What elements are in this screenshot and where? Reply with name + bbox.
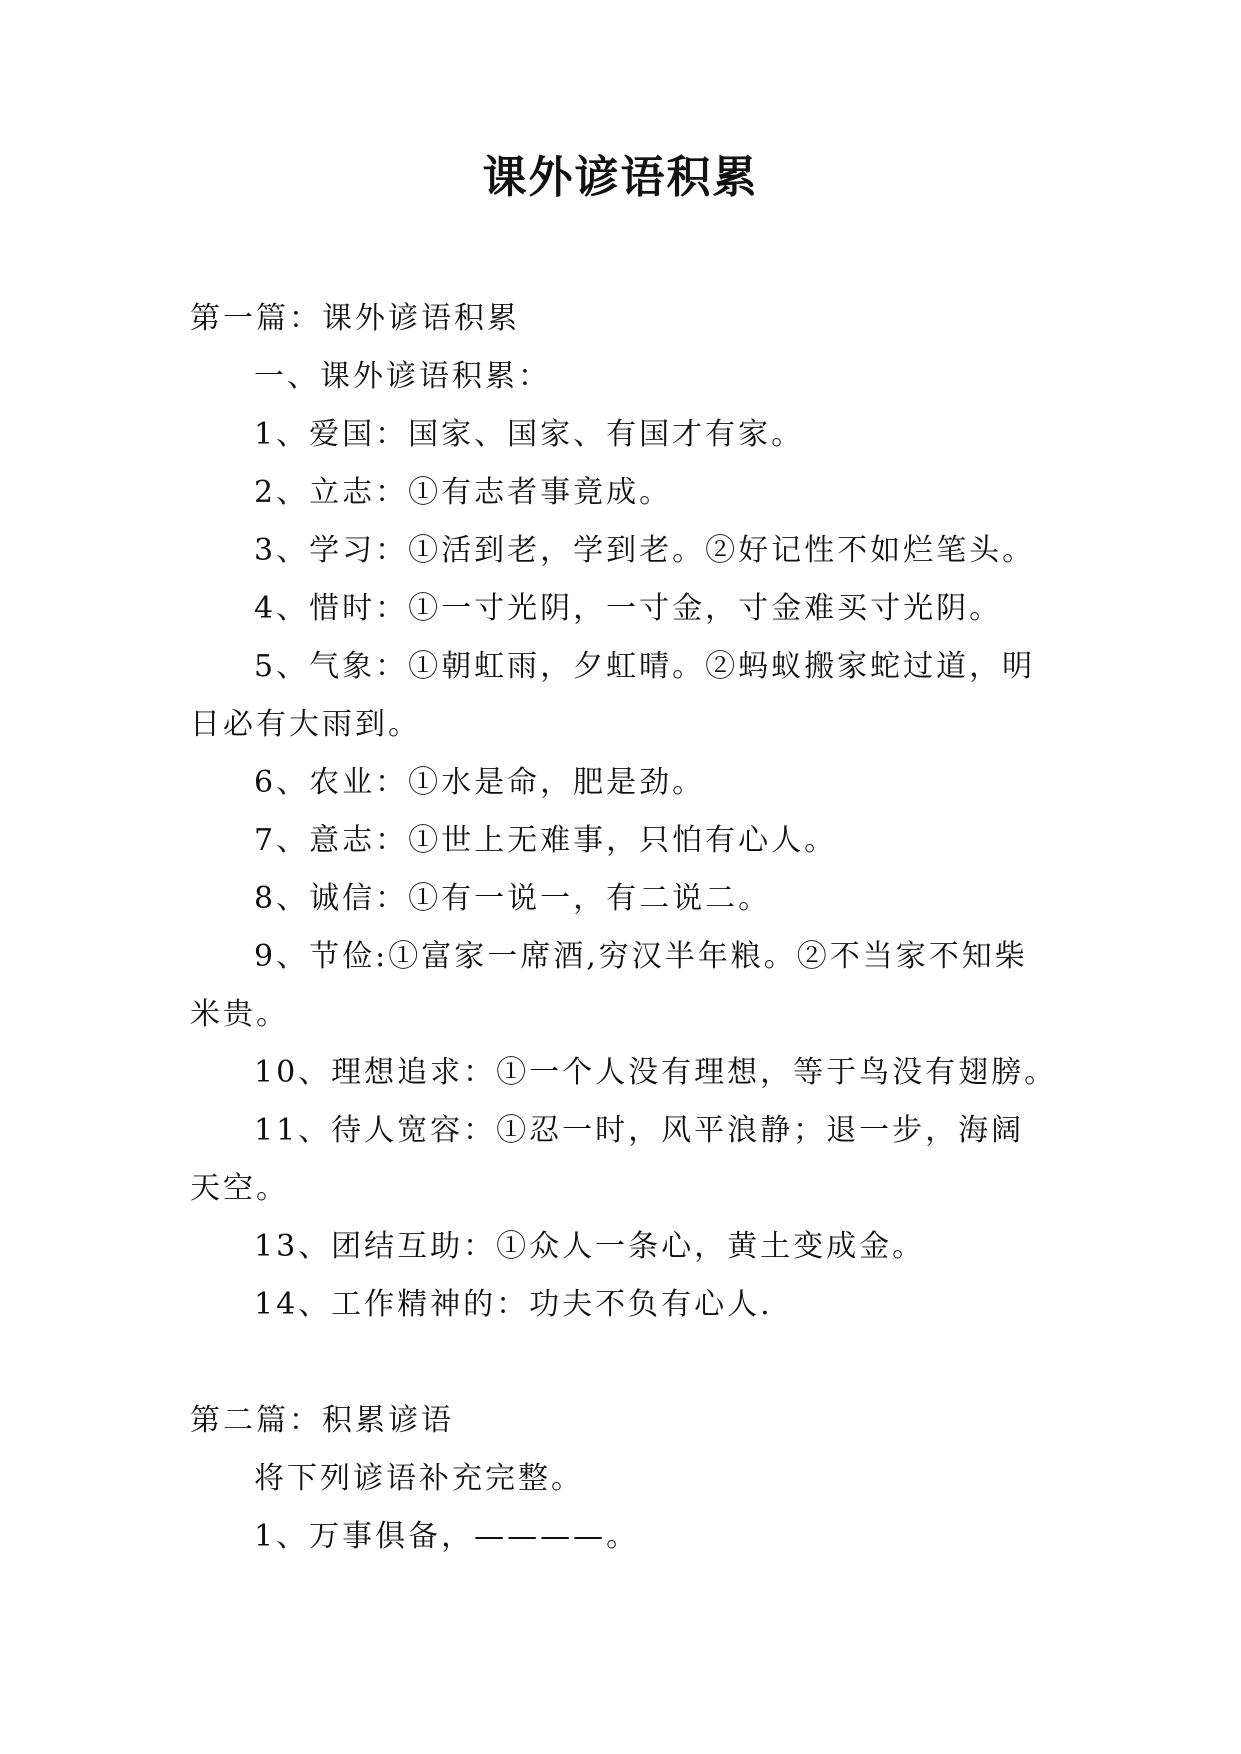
- document-title: 课外谚语积累: [482, 152, 759, 203]
- section-instruction: 将下列谚语补充完整。: [254, 1461, 584, 1496]
- proverb-item: 7、意志：①世上无难事，只怕有心人。: [254, 823, 838, 858]
- proverb-item: 1、爱国：国家、国家、有国才有家。: [254, 417, 805, 452]
- proverb-item: 9、节俭:①富家一席酒,穷汉半年粮。②不当家不知柴米贵。: [190, 939, 1028, 1032]
- proverb-item: 8、诚信：①有一说一，有二说二。: [254, 881, 772, 916]
- document-body: [190, 290, 1058, 1566]
- proverb-item: 10、理想追求：①一个人没有理想，等于鸟没有翅膀。: [254, 1055, 1058, 1090]
- fill-blank-item: 1、万事俱备，————。: [254, 1519, 640, 1554]
- proverb-item: 3、学习：①活到老，学到老。②好记性不如烂笔头。: [254, 533, 1036, 568]
- section-heading: 第二篇：积累谚语: [190, 1403, 454, 1438]
- proverb-item: 6、农业：①水是命，肥是劲。: [254, 765, 706, 800]
- section-heading: 第一篇：课外谚语积累: [190, 301, 520, 336]
- proverb-item: 5、气象：①朝虹雨，夕虹晴。②蚂蚁搬家蛇过道，明日必有大雨到。: [190, 649, 1036, 742]
- section-spacer: [190, 1334, 1050, 1392]
- proverb-item: 13、团结互助：①众人一条心，黄土变成金。: [254, 1229, 926, 1264]
- section-subheading: 一、课外谚语积累：: [254, 359, 551, 394]
- proverb-item: 4、惜时：①一寸光阴，一寸金，寸金难买寸光阴。: [254, 591, 1003, 626]
- proverb-item: 2、立志：①有志者事竟成。: [254, 475, 673, 510]
- proverb-item: 11、待人宽容：①忍一时，风平浪静；退一步，海阔天空。: [190, 1113, 1025, 1206]
- proverb-item: 14、工作精神的：功夫不负有心人.: [254, 1287, 773, 1322]
